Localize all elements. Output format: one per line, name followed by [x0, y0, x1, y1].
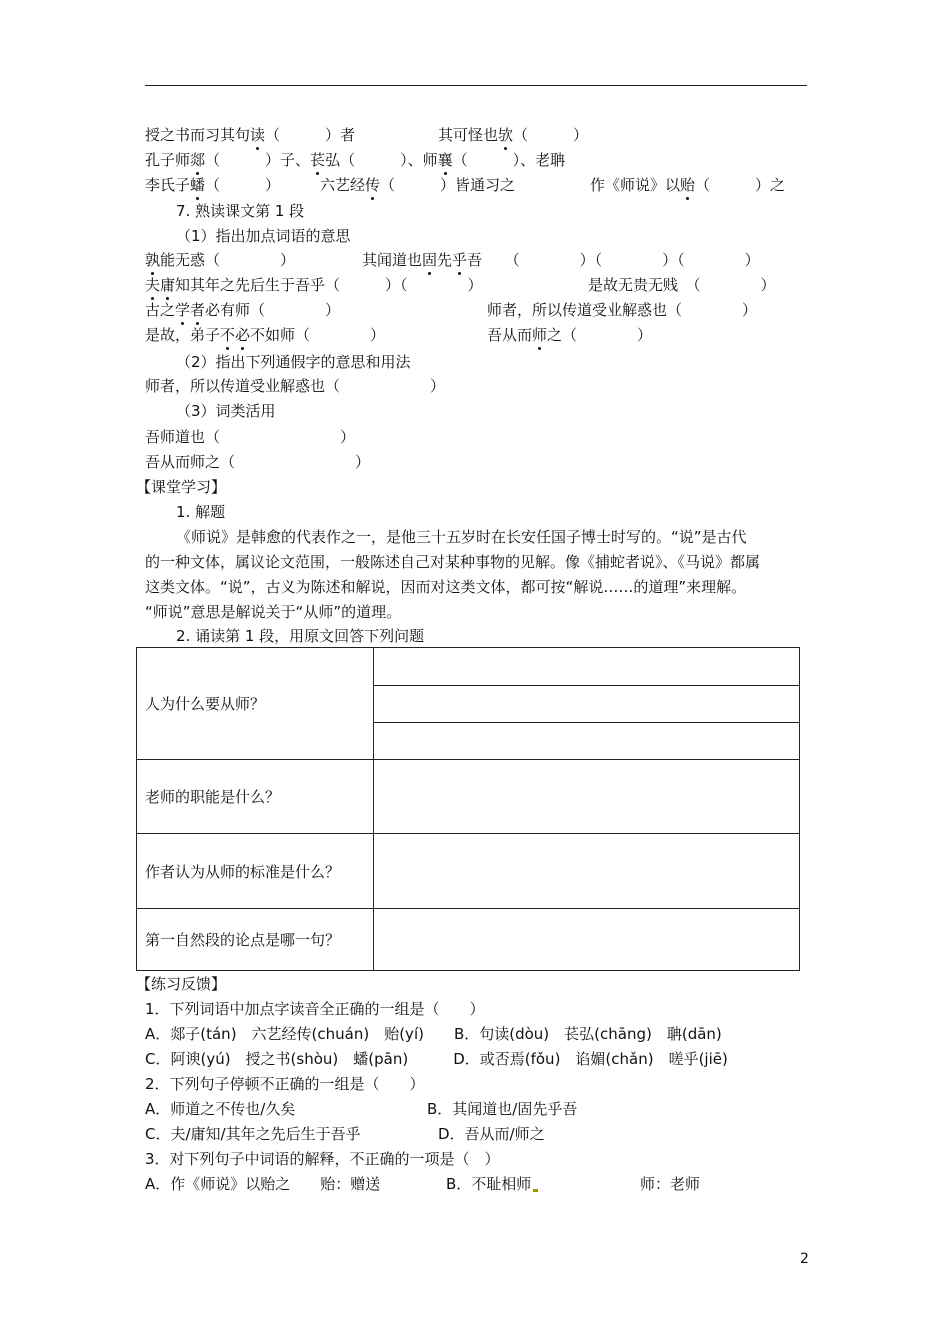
- question-2-option-d: D．吾从而/师之: [438, 1125, 545, 1143]
- line-r5b: 是故无贵无贱 （ ）: [588, 276, 776, 294]
- table-row: [137, 648, 800, 686]
- table-question: 老师的职能是什么？: [137, 760, 374, 834]
- table-answer-cell[interactable]: [374, 760, 800, 834]
- question-2-option-a: A．师道之不传也/久矣: [145, 1100, 296, 1118]
- line-r5a: 夫庸知其年之先后生于吾乎（ ）（ ）: [145, 276, 483, 294]
- question-1: 1．下列词语中加点字读音全正确的一组是（ ）: [145, 1000, 485, 1018]
- question-3-option-b-explanation: 师：老师: [640, 1175, 701, 1193]
- line-r1a: 授之书而习其句读（ ）者: [145, 126, 356, 144]
- line-r10: 吾从而师之（ ）: [145, 453, 371, 471]
- line-r7b: 吾从而师之（ ）: [487, 326, 653, 344]
- line-r7a: 是故，弟子不必不如师（ ）: [145, 326, 386, 344]
- table-answer-cell[interactable]: [374, 909, 800, 971]
- question-1-options-cd: C．阿谀(yú) 授之书(shòu) 蟠(pān) D．或否焉(fǒu) 谄媚(chǎn) 嗟乎(jiē): [145, 1050, 728, 1068]
- paragraph-line-3: 这类文体。“说”，古义为陈述和解说，因而对这类文体，都可按“解说……的道理”来理解。: [145, 578, 747, 596]
- line-r6b: 师者，所以传道受业解惑也（ ）: [487, 301, 758, 319]
- question-3: 3．对下列句子中词语的解释，不正确的一项是（ ）: [145, 1150, 500, 1168]
- question-2: 2．下列句子停顿不正确的一组是（ ）: [145, 1075, 425, 1093]
- heading-class-study: 【课堂学习】: [136, 478, 227, 496]
- header-rule: [145, 85, 807, 86]
- table-row: [137, 760, 800, 834]
- section-7-3: （3）词类活用: [176, 402, 276, 420]
- table-question: 人为什么要从师？: [137, 648, 374, 760]
- page-number: 2: [800, 1251, 809, 1267]
- table-question: 作者认为从师的标准是什么？: [137, 834, 374, 909]
- table-answer-cell[interactable]: [374, 648, 800, 686]
- class-item-2: 2. 诵读第 1 段，用原文回答下列问题: [176, 627, 425, 645]
- table-answer-cell[interactable]: [374, 686, 800, 723]
- line-r4b: 其闻道也固先乎吾 （ ）（ ）（ ）: [362, 251, 760, 269]
- section-7-1: （1）指出加点词语的意思: [176, 227, 351, 245]
- question-1-options-ab: A．郯子(tán) 六艺经传(chuán) 贻(yí) B．句读(dòu) 苌弘(chāng) 聃(dān): [145, 1025, 722, 1043]
- line-r8: 师者，所以传道受业解惑也（ ）: [145, 377, 446, 395]
- dot-mark-icon: [533, 1189, 538, 1192]
- question-2-option-c: C．夫/庸知/其年之先后生于吾乎: [145, 1125, 361, 1143]
- section-7-title: 7. 熟读课文第 1 段: [176, 202, 305, 220]
- paragraph-line-4: “师说”意思是解说关于“从师”的道理。: [145, 603, 402, 621]
- table-row: [137, 834, 800, 909]
- question-table: [136, 647, 800, 971]
- table-row: [137, 909, 800, 971]
- question-3-option-a: A．作《师说》以贻之 贻：赠送: [145, 1175, 381, 1193]
- line-r3a: 李氏子蟠（ ）: [145, 176, 281, 194]
- table-answer-cell[interactable]: [374, 834, 800, 909]
- table-answer-cell[interactable]: [374, 723, 800, 760]
- line-r9: 吾师道也（ ）: [145, 428, 356, 446]
- line-r1b: 其可怪也欤（ ）: [438, 126, 589, 144]
- question-2-option-b: B．其闻道也/固先乎吾: [427, 1100, 578, 1118]
- question-3-option-b: B．不耻相师: [446, 1175, 538, 1193]
- line-r2: 孔子师郯（ ）子、苌弘（ ）、师襄（ ）、老聃: [145, 151, 566, 169]
- line-r6a: 古之学者必有师（ ）: [145, 301, 341, 319]
- line-r3c: 作《师说》以贻（ ）之: [590, 176, 786, 194]
- table-question: 第一自然段的论点是哪一句？: [137, 909, 374, 971]
- paragraph-line-1: 《师说》是韩愈的代表作之一，是他三十五岁时在长安任国子博士时写的。“说”是古代: [176, 528, 747, 546]
- line-r4a: 孰能无惑（ ）: [145, 251, 296, 269]
- heading-practice: 【练习反馈】: [136, 975, 227, 993]
- line-r3b: 六艺经传（ ）皆通习之: [320, 176, 516, 194]
- paragraph-line-2: 的一种文体，属议论文范围，一般陈述自己对某种事物的见解。像《捕蛇者说》、《马说》都属: [145, 553, 761, 571]
- section-7-2: （2）指出下列通假字的意思和用法: [176, 353, 411, 371]
- class-item-1: 1. 解题: [176, 503, 226, 521]
